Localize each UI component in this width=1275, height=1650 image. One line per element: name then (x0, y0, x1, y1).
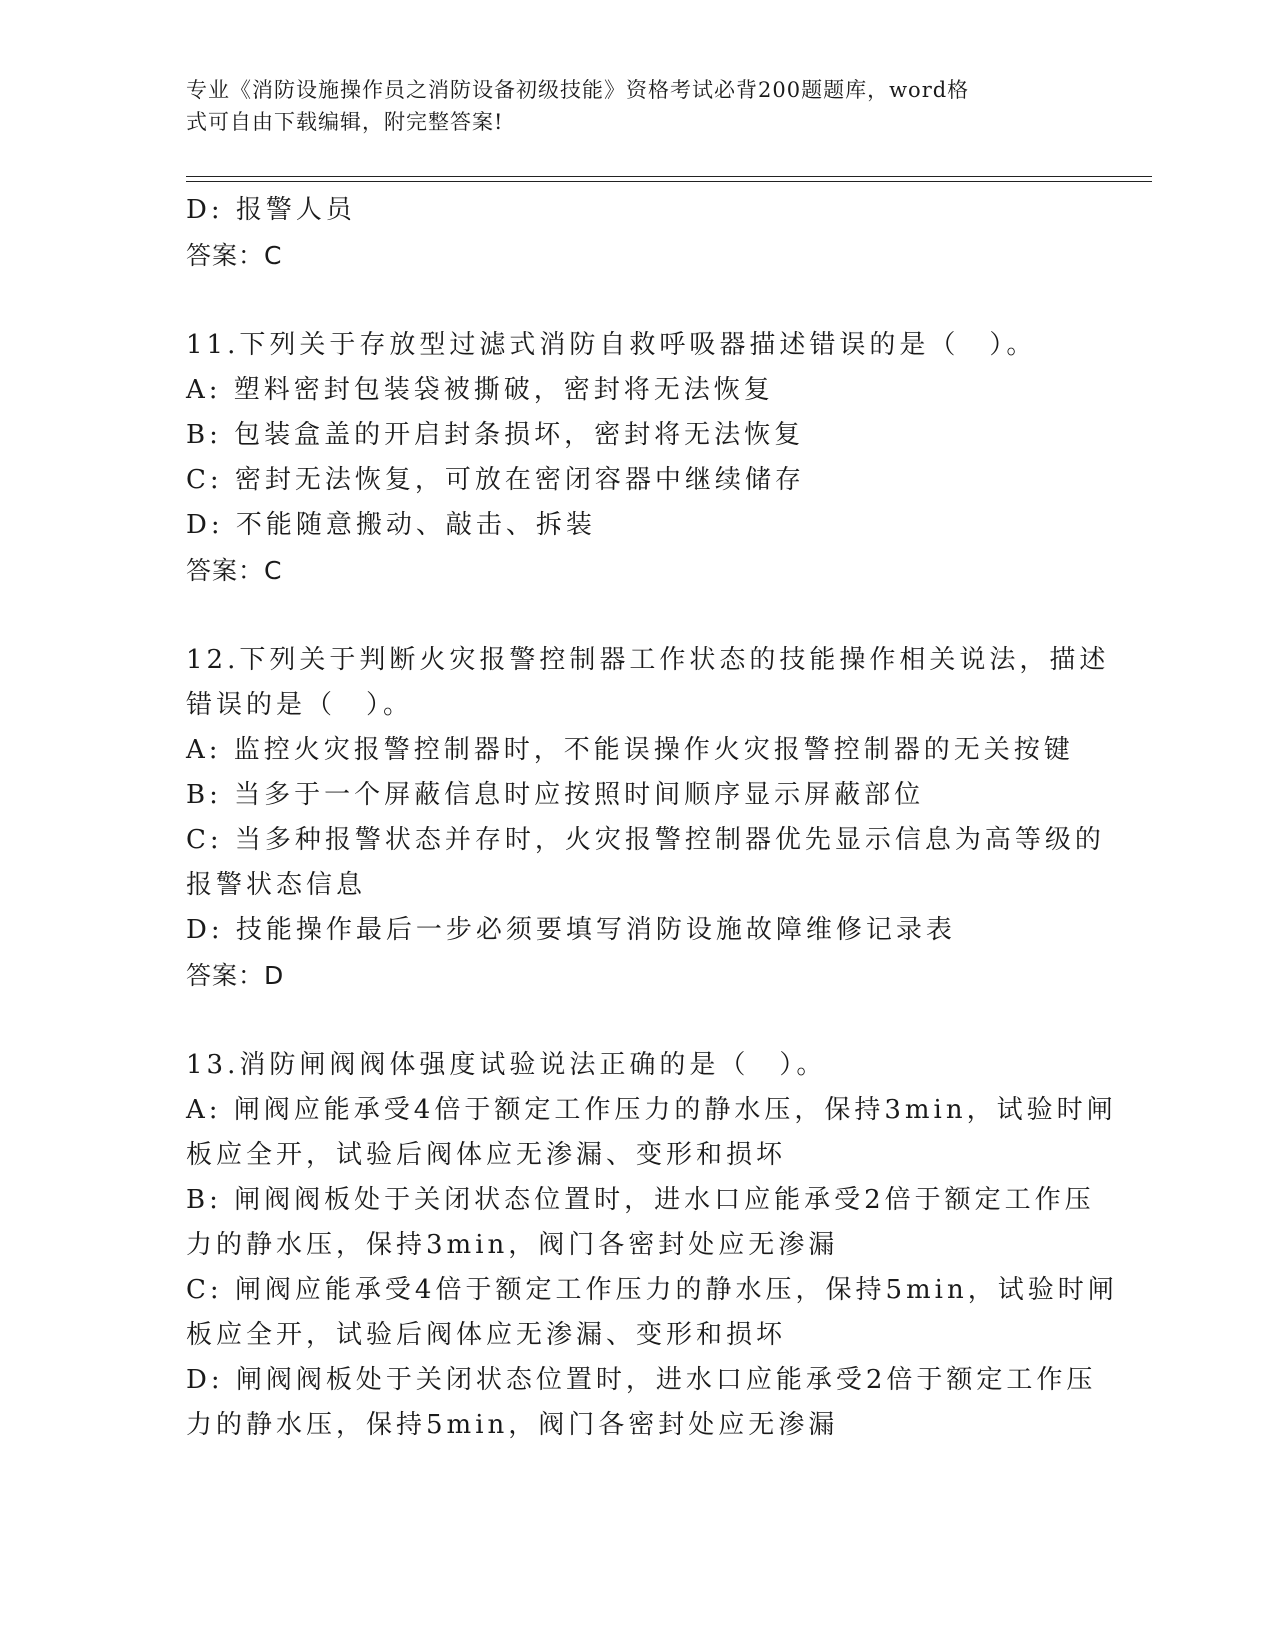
spacer (186, 593, 1086, 638)
option-a: A: 闸阀应能承受4倍于额定工作压力的静水压，保持3min，试验时闸 (186, 1095, 1117, 1125)
option-d: D: 报警人员 (186, 195, 356, 225)
spacer (186, 278, 1086, 323)
question-stem: 13.消防闸阀阀体强度试验说法正确的是（ ）。 (186, 1050, 827, 1080)
header-line: 专业《消防设施操作员之消防设备初级技能》资格考试必背200题题库，word格 (186, 78, 970, 102)
header-line: 式可自由下载编辑，附完整答案! (186, 110, 504, 134)
option-b: 力的静水压，保持3min，阀门各密封处应无渗漏 (186, 1230, 839, 1260)
question-stem: 12.下列关于判断火灾报警控制器工作状态的技能操作相关说法，描述 (186, 645, 1110, 675)
option-d: D: 不能随意搬动、敲击、拆装 (186, 510, 596, 540)
question-11 (186, 323, 1086, 593)
header-divider (186, 181, 1152, 182)
answer-line: 答案：C (186, 556, 283, 585)
option-d: 力的静水压，保持5min，阀门各密封处应无渗漏 (186, 1410, 839, 1440)
question-stem: 11.下列关于存放型过滤式消防自救呼吸器描述错误的是（ ）。 (186, 330, 1037, 360)
header-divider (186, 176, 1152, 177)
answer-line: 答案：D (186, 961, 285, 990)
document-header (186, 74, 1066, 138)
question-content (186, 188, 1118, 1448)
option-a: A: 塑料密封包装袋被撕破，密封将无法恢复 (186, 375, 774, 405)
option-d: D: 闸阀阀板处于关闭状态位置时，进水口应能承受2倍于额定工作压 (186, 1365, 1097, 1395)
option-c: C: 密封无法恢复，可放在密闭容器中继续储存 (186, 465, 805, 495)
option-c: 板应全开，试验后阀体应无渗漏、变形和损坏 (186, 1320, 787, 1350)
question-stem: 错误的是（ ）。 (186, 690, 414, 720)
answer-line: 答案：C (186, 241, 283, 270)
question-13 (186, 1043, 1118, 1448)
option-b: B: 包装盒盖的开启封条损坏，密封将无法恢复 (186, 420, 805, 450)
spacer (186, 998, 1086, 1043)
option-c: 报警状态信息 (186, 870, 367, 900)
option-b: B: 当多于一个屏蔽信息时应按照时间顺序显示屏蔽部位 (186, 780, 925, 810)
question-12 (186, 638, 1110, 998)
option-a: A: 监控火灾报警控制器时，不能误操作火灾报警控制器的无关按键 (186, 735, 1074, 765)
option-d: D: 技能操作最后一步必须要填写消防设施故障维修记录表 (186, 915, 956, 945)
option-c: C: 当多种报警状态并存时，火灾报警控制器优先显示信息为高等级的 (186, 825, 1105, 855)
option-c: C: 闸阀应能承受4倍于额定工作压力的静水压，保持5min，试验时闸 (186, 1275, 1118, 1305)
option-a: 板应全开，试验后阀体应无渗漏、变形和损坏 (186, 1140, 787, 1170)
option-b: B: 闸阀阀板处于关闭状态位置时，进水口应能承受2倍于额定工作压 (186, 1185, 1095, 1215)
